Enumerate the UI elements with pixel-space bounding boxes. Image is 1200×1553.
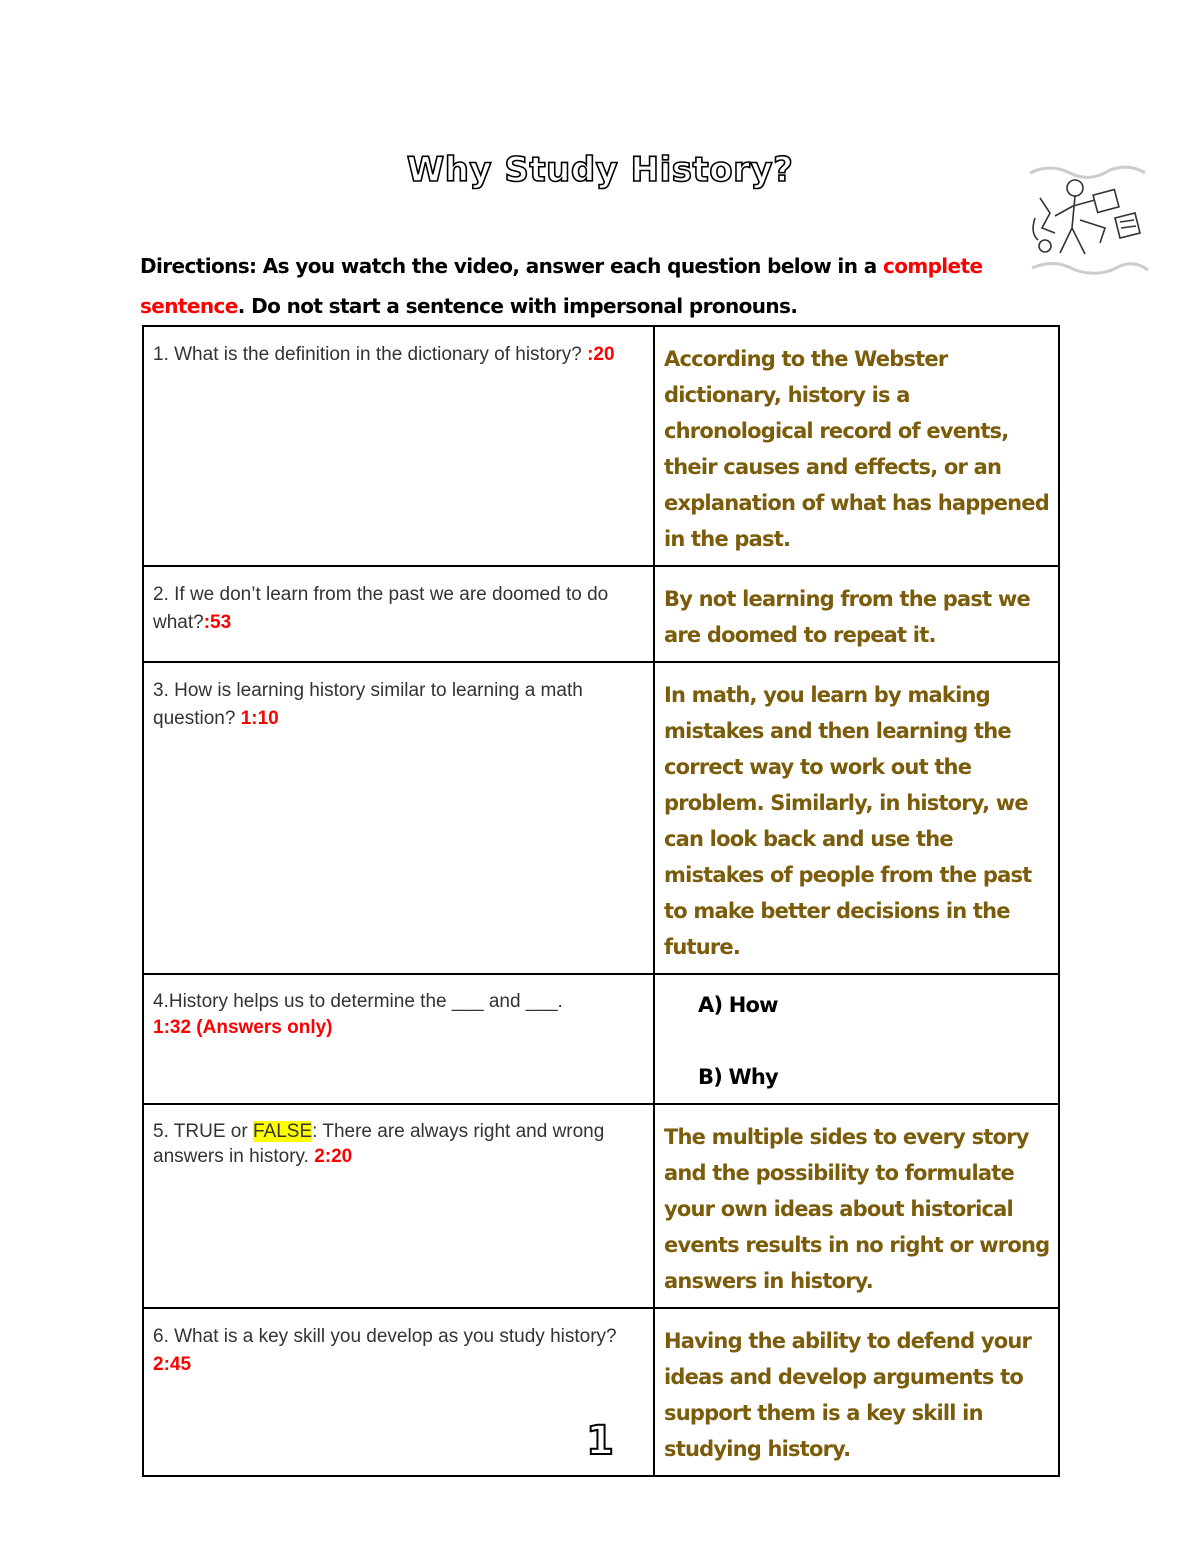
question-text: 5. TRUE or — [153, 1121, 253, 1142]
table-row — [143, 326, 1059, 566]
answer-cell[interactable]: According to the Webster dictionary, history is a chronological record of events, their causes and effects, or an explanation of what has happened in the past. — [654, 326, 1059, 566]
question-text: 2. If we don’t learn from the past we are doomed to do what? — [153, 584, 609, 633]
answer-b: B) Why — [698, 1065, 778, 1089]
question-cell — [143, 326, 654, 566]
directions-text — [140, 246, 1020, 326]
question-text: 6. What is a key skill you develop as you study history? — [153, 1326, 617, 1347]
question-text: 3. How is learning history similar to learning a math question? — [153, 680, 583, 729]
answer-a: A) How — [698, 993, 778, 1017]
question-answer-table — [142, 325, 1060, 1477]
table-row — [143, 662, 1059, 974]
table-row — [143, 566, 1059, 662]
question-cell — [143, 1104, 654, 1308]
history-clipart-logo — [1020, 158, 1155, 283]
timestamp: 2:20 — [314, 1146, 353, 1167]
false-highlight: FALSE — [252, 1121, 313, 1142]
question-text: 4.History helps us to determine the ___ and ___. — [153, 991, 563, 1012]
directions-part1: Directions: As you watch the video, answer each question below in a — [140, 254, 883, 278]
directions-part2: . Do not start a sentence with impersonal pronouns. — [237, 294, 798, 318]
answer-cell[interactable]: By not learning from the past we are doomed to repeat it. — [654, 566, 1059, 662]
answer-cell[interactable] — [654, 974, 1059, 1104]
question-text: 1. What is the definition in the dictionary of history? — [153, 344, 588, 365]
table-row — [143, 1104, 1059, 1308]
page-number: 1 — [586, 1418, 614, 1464]
answer-cell[interactable]: In math, you learn by making mistakes and then learning the correct way to work out the problem. Similarly, in history, we can look back and use the mistakes of people from the past to make better decisions in the future. — [654, 662, 1059, 974]
timestamp: 2:45 — [153, 1354, 192, 1375]
question-text: : There are always right and wrong answers in history. — [153, 1121, 605, 1167]
page-title: Why Study History? — [406, 150, 794, 190]
timestamp: :20 — [587, 344, 615, 365]
question-cell — [143, 566, 654, 662]
answer-cell[interactable]: Having the ability to defend your ideas and develop arguments to support them is a key skill in studying history. — [654, 1308, 1059, 1476]
timestamp: 1:32 (Answers only) — [153, 1017, 333, 1038]
answer-cell[interactable]: The multiple sides to every story and the possibility to formulate your own ideas about historical events results in no right or wrong answers in history. — [654, 1104, 1059, 1308]
question-cell — [143, 974, 654, 1104]
question-cell — [143, 662, 654, 974]
answer-list — [664, 987, 1050, 1095]
timestamp: 1:10 — [240, 708, 279, 729]
timestamp: :53 — [203, 612, 232, 633]
table-row — [143, 974, 1059, 1104]
directions-highlight: complete sentence — [140, 254, 983, 318]
